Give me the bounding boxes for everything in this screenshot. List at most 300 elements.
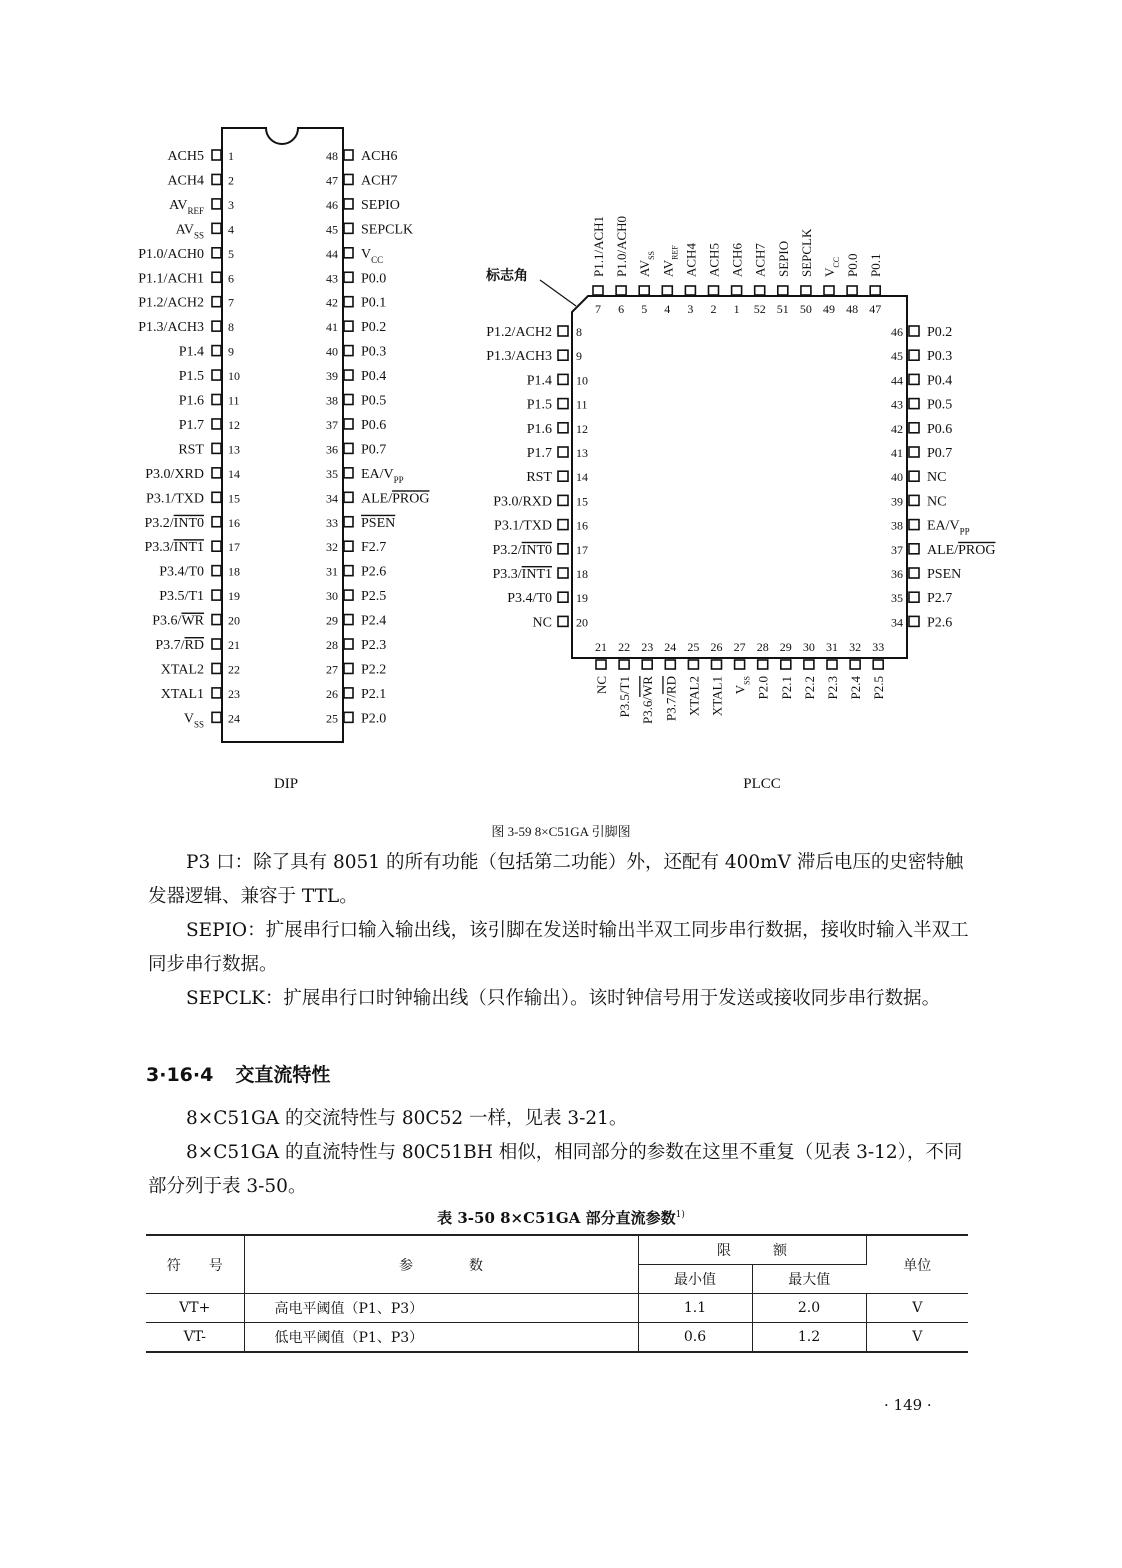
dip-pin	[326, 345, 386, 360]
pin-name: P1.3/ACH3	[486, 349, 552, 365]
pin-pad	[212, 150, 221, 160]
pin-number: 44	[326, 246, 338, 261]
pin-pad	[709, 286, 719, 295]
plcc-pin	[753, 243, 768, 316]
pin-number: 23	[228, 686, 240, 701]
pin-label	[138, 320, 204, 335]
pin-pad	[212, 663, 221, 673]
dip-pin	[167, 173, 234, 188]
pin-number: 48	[326, 149, 338, 163]
pin-name: P0.7	[927, 446, 953, 461]
pin-number: 33	[872, 640, 885, 654]
dip-label: DIP	[273, 776, 299, 792]
pin-subscript: SS	[742, 676, 752, 685]
pin-name: SEPIO	[775, 240, 791, 277]
pin-label	[802, 676, 817, 699]
pin-name: P3.5/T1	[617, 676, 633, 718]
pin-name: P3.7/	[155, 638, 185, 653]
pin-pad	[558, 495, 568, 505]
pin-number: 8	[228, 320, 234, 335]
pin-name: P0.1	[361, 295, 387, 311]
pin-label	[526, 470, 552, 485]
pin-label	[167, 149, 204, 164]
pin-number: 47	[869, 302, 882, 316]
pin-name: P0.4	[927, 373, 953, 389]
pin-name: P3.1/TXD	[494, 518, 552, 534]
dc-parameter-table	[146, 1234, 968, 1353]
plcc-pin	[591, 216, 606, 316]
pin-name: P3.4/T0	[159, 564, 204, 580]
plcc-pin	[660, 245, 679, 316]
pin-label	[138, 296, 204, 311]
dip-pin	[155, 638, 240, 653]
pin-name: P0.2	[927, 325, 953, 340]
table-row	[146, 1323, 968, 1353]
pin-label	[138, 271, 204, 286]
dip-pin	[144, 540, 240, 555]
dip-pin	[184, 711, 240, 729]
pin-name: P1.6	[178, 393, 204, 409]
pin-name: P0.5	[361, 393, 387, 409]
pin-number: 20	[228, 613, 240, 628]
dip-pin	[161, 662, 240, 677]
pin-pad	[850, 660, 860, 669]
pin-name: P1.5	[178, 369, 204, 385]
pin-name: P1.1/ACH1	[138, 271, 204, 287]
pin-name: P0.1	[868, 253, 884, 277]
pin-label	[825, 676, 840, 699]
pin-label	[927, 422, 952, 437]
pin-number: 10	[228, 369, 240, 384]
pin-label	[927, 398, 952, 413]
dip-pin	[145, 467, 240, 482]
pin-number: 32	[326, 540, 338, 555]
pin-pad	[685, 286, 695, 295]
pin-number: 11	[576, 397, 588, 412]
pin-pad	[558, 471, 568, 481]
pin-number: 6	[228, 271, 234, 286]
pin-name: P1.6	[526, 421, 552, 437]
pin-name: SEPCLK	[361, 222, 414, 238]
pin-pad	[735, 660, 745, 669]
plcc-pin	[891, 470, 946, 485]
pin-label	[527, 446, 552, 461]
pin-name: ALE/	[361, 491, 393, 507]
pin-pad	[212, 615, 221, 625]
pin-name: NC	[927, 494, 947, 510]
pin-name: AV	[660, 259, 676, 277]
pin-name: P3.7/	[663, 694, 679, 722]
pin-pad	[781, 660, 791, 669]
pin-name: P3.3/	[144, 540, 174, 556]
pin-label	[756, 676, 771, 699]
pin-pad	[344, 566, 353, 576]
plcc-pin	[617, 640, 632, 718]
pin-pad	[344, 590, 353, 600]
pin-label	[927, 349, 952, 364]
dip-pin	[138, 320, 234, 335]
pin-number: 34	[326, 491, 338, 506]
dip-pin	[159, 565, 240, 580]
pin-name: ACH6	[361, 149, 398, 164]
pin-name: ACH5	[706, 243, 722, 277]
plcc-pin	[640, 640, 655, 724]
dip-pin	[326, 222, 413, 237]
pin-overbar-name: WR	[640, 676, 656, 697]
pin-overbar-name: INT0	[521, 542, 552, 558]
pin-number: 4	[664, 302, 671, 316]
pin-overbar-name: INT1	[521, 567, 552, 582]
header-unit: 单位	[866, 1235, 968, 1294]
pin-pad	[344, 419, 353, 429]
paragraph-dc: 8×C51GA 的直流特性与 80C51BH 相似，相同部分的参数在这里不重复（见表 3-12），不同部分列于表 3-50。	[148, 1142, 963, 1197]
pin-name: P2.6	[361, 564, 387, 580]
pin-label	[617, 676, 632, 718]
pin-pad	[344, 321, 353, 331]
pin-pad	[344, 174, 353, 184]
pin-number: 15	[576, 494, 588, 509]
paragraph-p3: P3 口：除了具有 8051 的所有功能（包括第二功能）外，还配有 400mV 滞后电压的史密特触发器逻辑、兼容于 TTL。	[148, 852, 964, 907]
pin-overbar-name: RD	[663, 676, 679, 695]
pin-name: P3.6/	[640, 696, 656, 725]
pin-name: NC	[532, 615, 552, 631]
pin-pad	[212, 370, 221, 380]
pin-pad	[212, 566, 221, 576]
pin-name: EA/V	[927, 518, 960, 534]
pin-pad	[344, 468, 353, 478]
pin-overbar-name: PROG	[958, 542, 996, 558]
pin-name: V	[732, 684, 748, 695]
dip-pin	[326, 369, 386, 384]
pin-label	[361, 662, 386, 677]
pin-name: P1.5	[526, 397, 552, 413]
paragraph-sepclk: SEPCLK：扩展串行口时钟输出线（只作输出）。该时钟信号用于发送或接收同步串行数据。	[186, 988, 941, 1009]
pin-name: P0.5	[927, 397, 953, 413]
pin-name: P2.3	[825, 676, 840, 700]
pin-name: F2.7	[361, 540, 387, 556]
pin-pad	[212, 199, 221, 209]
pin-pad	[558, 399, 568, 409]
plcc-pin	[527, 446, 588, 461]
pin-number: 32	[849, 640, 862, 654]
pin-name: P0.6	[927, 421, 953, 437]
pin-name: P0.2	[361, 320, 387, 336]
marker-label: 标志角	[486, 269, 528, 284]
dip-pin	[152, 614, 240, 629]
table-caption-text: 表 3-50 8×C51GA 部分直流参数	[437, 1209, 676, 1227]
pin-label	[179, 418, 204, 433]
pin-number: 30	[802, 640, 815, 654]
pin-number: 21	[228, 638, 240, 652]
pin-subscript: PP	[959, 526, 970, 537]
pin-number: 13	[228, 442, 240, 457]
section-title: 交直流特性	[235, 1064, 331, 1086]
pin-pad	[909, 592, 919, 602]
table-row	[146, 1294, 968, 1323]
plcc-pin	[686, 640, 701, 716]
plcc-pin	[802, 640, 817, 699]
pin-pad	[344, 346, 353, 356]
pin-number: 12	[576, 421, 588, 436]
pin-number: 36	[891, 567, 903, 581]
pin-pad	[212, 541, 221, 551]
pin-subscript: SS	[193, 230, 204, 241]
pin-name: P3.0/RXD	[493, 494, 552, 510]
pin-label	[361, 565, 386, 580]
pin-number: 37	[326, 417, 338, 432]
pin-label	[361, 540, 386, 555]
plcc-pin	[891, 567, 961, 582]
pin-label	[361, 638, 386, 653]
pin-overbar-name: RD	[184, 638, 204, 653]
table-caption-note: 1)	[675, 1210, 685, 1220]
pin-number: 38	[326, 393, 338, 408]
dip-pin	[326, 296, 386, 311]
pin-label	[486, 349, 552, 364]
pin-name: P0.3	[361, 344, 387, 360]
pin-pad	[344, 541, 353, 551]
pin-number: 5	[228, 246, 234, 261]
pin-pad	[909, 350, 919, 360]
pin-number: 17	[228, 540, 240, 555]
pin-label	[527, 373, 552, 388]
pin-number: 28	[326, 638, 338, 652]
pin-label	[361, 614, 386, 629]
pin-pad	[755, 286, 765, 295]
pin-name: RST	[178, 442, 204, 458]
pin-label	[179, 394, 204, 409]
cell-unit: V	[866, 1323, 968, 1353]
pin-label	[927, 325, 952, 340]
pin-pad	[642, 660, 652, 669]
pin-name: P3.3/	[492, 567, 522, 582]
plcc-pin	[779, 640, 794, 699]
plcc-pin	[527, 398, 588, 413]
plcc-pin	[492, 567, 588, 582]
pin-name: P2.2	[801, 676, 817, 700]
cell-min: 0.6	[638, 1323, 752, 1353]
pin-pad	[558, 350, 568, 360]
pin-label	[492, 543, 552, 558]
pin-number: 20	[576, 615, 588, 630]
paragraph-ac: 8×C51GA 的交流特性与 80C52 一样，见表 3-21。	[186, 1108, 628, 1129]
cell-min: 1.1	[638, 1294, 752, 1323]
pin-label	[178, 442, 204, 457]
pin-number: 35	[891, 591, 903, 606]
pin-pad	[909, 568, 919, 578]
plcc-pin	[871, 640, 886, 699]
pin-name: P2.4	[848, 676, 864, 700]
pin-pad	[344, 615, 353, 625]
pin-pad	[619, 660, 629, 669]
pin-label	[753, 243, 768, 277]
pin-overbar-name: PSEN	[361, 515, 396, 531]
pin-pad	[558, 423, 568, 433]
pin-subscript: REF	[187, 205, 204, 216]
pin-pad	[212, 492, 221, 502]
pin-pad	[688, 660, 698, 669]
pin-pad	[558, 544, 568, 554]
pin-pad	[558, 326, 568, 336]
pin-name: P0.3	[927, 349, 953, 365]
dip-pin	[326, 614, 386, 629]
pin-pad	[558, 592, 568, 602]
pin-number: 11	[228, 393, 240, 408]
pin-pad	[909, 423, 919, 433]
pin-pad	[909, 616, 919, 626]
pin-number: 27	[326, 662, 338, 677]
pin-number: 24	[228, 711, 240, 726]
pin-number: 31	[326, 564, 338, 579]
pin-pad	[827, 660, 837, 669]
pin-name: ACH4	[167, 173, 204, 189]
cell-unit: V	[866, 1294, 968, 1323]
plcc-pin	[845, 254, 860, 316]
pin-pad	[558, 520, 568, 530]
pin-number: 22	[618, 640, 631, 654]
dip-pin	[179, 345, 234, 360]
pin-pad	[909, 471, 919, 481]
pin-number: 38	[891, 518, 903, 533]
pin-number: 45	[326, 222, 338, 237]
pin-label	[927, 543, 995, 558]
pin-name: AV	[637, 259, 653, 277]
pin-number: 21	[595, 640, 607, 654]
pin-name: P2.7	[927, 591, 953, 607]
plcc-pin	[493, 494, 588, 509]
dip-pin	[326, 589, 386, 604]
pin-name: XTAL2	[686, 676, 702, 717]
header-max: 最大值	[752, 1265, 866, 1294]
pin-subscript: PP	[393, 474, 404, 485]
pin-pad	[824, 286, 834, 295]
pin-label	[361, 345, 386, 360]
pin-pad	[909, 447, 919, 457]
pin-pad	[212, 712, 221, 722]
dip-pin	[138, 247, 234, 262]
plcc-pin	[891, 446, 952, 461]
pin-name: XTAL2	[160, 662, 204, 678]
pin-label	[868, 254, 883, 277]
pin-number: 2	[710, 302, 717, 316]
pin-number: 31	[826, 640, 838, 654]
pin-number: 6	[618, 302, 625, 316]
pin-pad	[732, 286, 742, 295]
pin-overbar-name: INT0	[173, 515, 204, 531]
pin-name: P1.2/ACH2	[138, 295, 204, 311]
pin-name: P0.0	[845, 253, 861, 277]
pin-label	[144, 540, 204, 555]
pin-number: 16	[576, 518, 588, 533]
pin-label	[361, 173, 398, 188]
pin-label	[799, 228, 814, 277]
dip-body	[222, 128, 343, 742]
dip-pin	[138, 271, 234, 286]
pin-number: 14	[576, 470, 588, 485]
pin-name: V	[361, 246, 372, 262]
plcc-pin	[891, 494, 946, 509]
pin-number: 35	[326, 466, 338, 481]
pin-number: 41	[326, 320, 338, 335]
pin-name: P3.2/	[492, 542, 522, 558]
pin-label	[361, 369, 386, 384]
plcc-pin	[594, 640, 609, 694]
plcc-pin	[527, 422, 588, 437]
pin-name: P2.3	[361, 638, 387, 653]
pin-pad	[596, 660, 606, 669]
pin-number: 23	[641, 640, 654, 654]
pin-label	[594, 676, 609, 694]
pin-pad	[344, 150, 353, 160]
pin-pad	[212, 468, 221, 478]
plcc-pin	[526, 470, 588, 485]
plcc-pin	[756, 640, 771, 699]
pin-name: P2.4	[361, 613, 387, 629]
pin-name: P2.0	[755, 676, 771, 700]
pin-name: ACH7	[361, 173, 398, 189]
pin-label	[169, 198, 204, 216]
pin-name: XTAL1	[160, 686, 204, 702]
pin-number: 51	[776, 302, 789, 316]
plcc-pin	[891, 591, 952, 606]
pin-subscript: REF	[669, 245, 679, 260]
pin-label	[361, 222, 413, 237]
pin-number: 10	[576, 373, 588, 388]
pin-label	[361, 687, 386, 702]
pin-number: 48	[846, 302, 859, 316]
plcc-pin	[868, 254, 883, 316]
pin-name: ACH6	[729, 243, 745, 277]
pin-pad	[344, 199, 353, 209]
header-param: 参 数	[244, 1235, 638, 1294]
pin-number: 26	[710, 640, 723, 654]
pin-name: ACH7	[752, 243, 768, 277]
pin-number: 5	[641, 302, 648, 316]
pin-number: 34	[891, 615, 903, 630]
pin-number: 24	[664, 640, 677, 654]
pin-name: SEPIO	[361, 197, 400, 213]
pin-pad	[344, 492, 353, 502]
plcc-pin	[533, 615, 588, 630]
pin-label	[527, 422, 552, 437]
dip-pin	[326, 271, 386, 286]
pin-label	[927, 615, 952, 630]
pin-pad	[665, 660, 675, 669]
pin-label	[927, 470, 946, 485]
pin-label	[822, 257, 841, 277]
dip-pin	[326, 394, 386, 409]
pin-pad	[212, 346, 221, 356]
plcc-pin	[891, 325, 952, 340]
dip-pin	[179, 369, 240, 384]
pin-number: 37	[891, 542, 903, 557]
pin-number: 39	[326, 369, 338, 384]
cell-max: 2.0	[752, 1294, 866, 1323]
pin-label	[533, 615, 552, 630]
pin-pad	[909, 544, 919, 554]
pin-pad	[909, 374, 919, 384]
plcc-pin	[614, 216, 629, 316]
dip-pin	[326, 662, 386, 677]
pin-number: 33	[326, 515, 338, 530]
dip-pin	[326, 198, 400, 213]
dip-pin	[326, 173, 398, 188]
dip-pin	[326, 491, 429, 506]
pin-number: 27	[733, 640, 746, 654]
plcc-pin	[891, 615, 952, 630]
pin-pad	[212, 590, 221, 600]
pin-pad	[344, 663, 353, 673]
